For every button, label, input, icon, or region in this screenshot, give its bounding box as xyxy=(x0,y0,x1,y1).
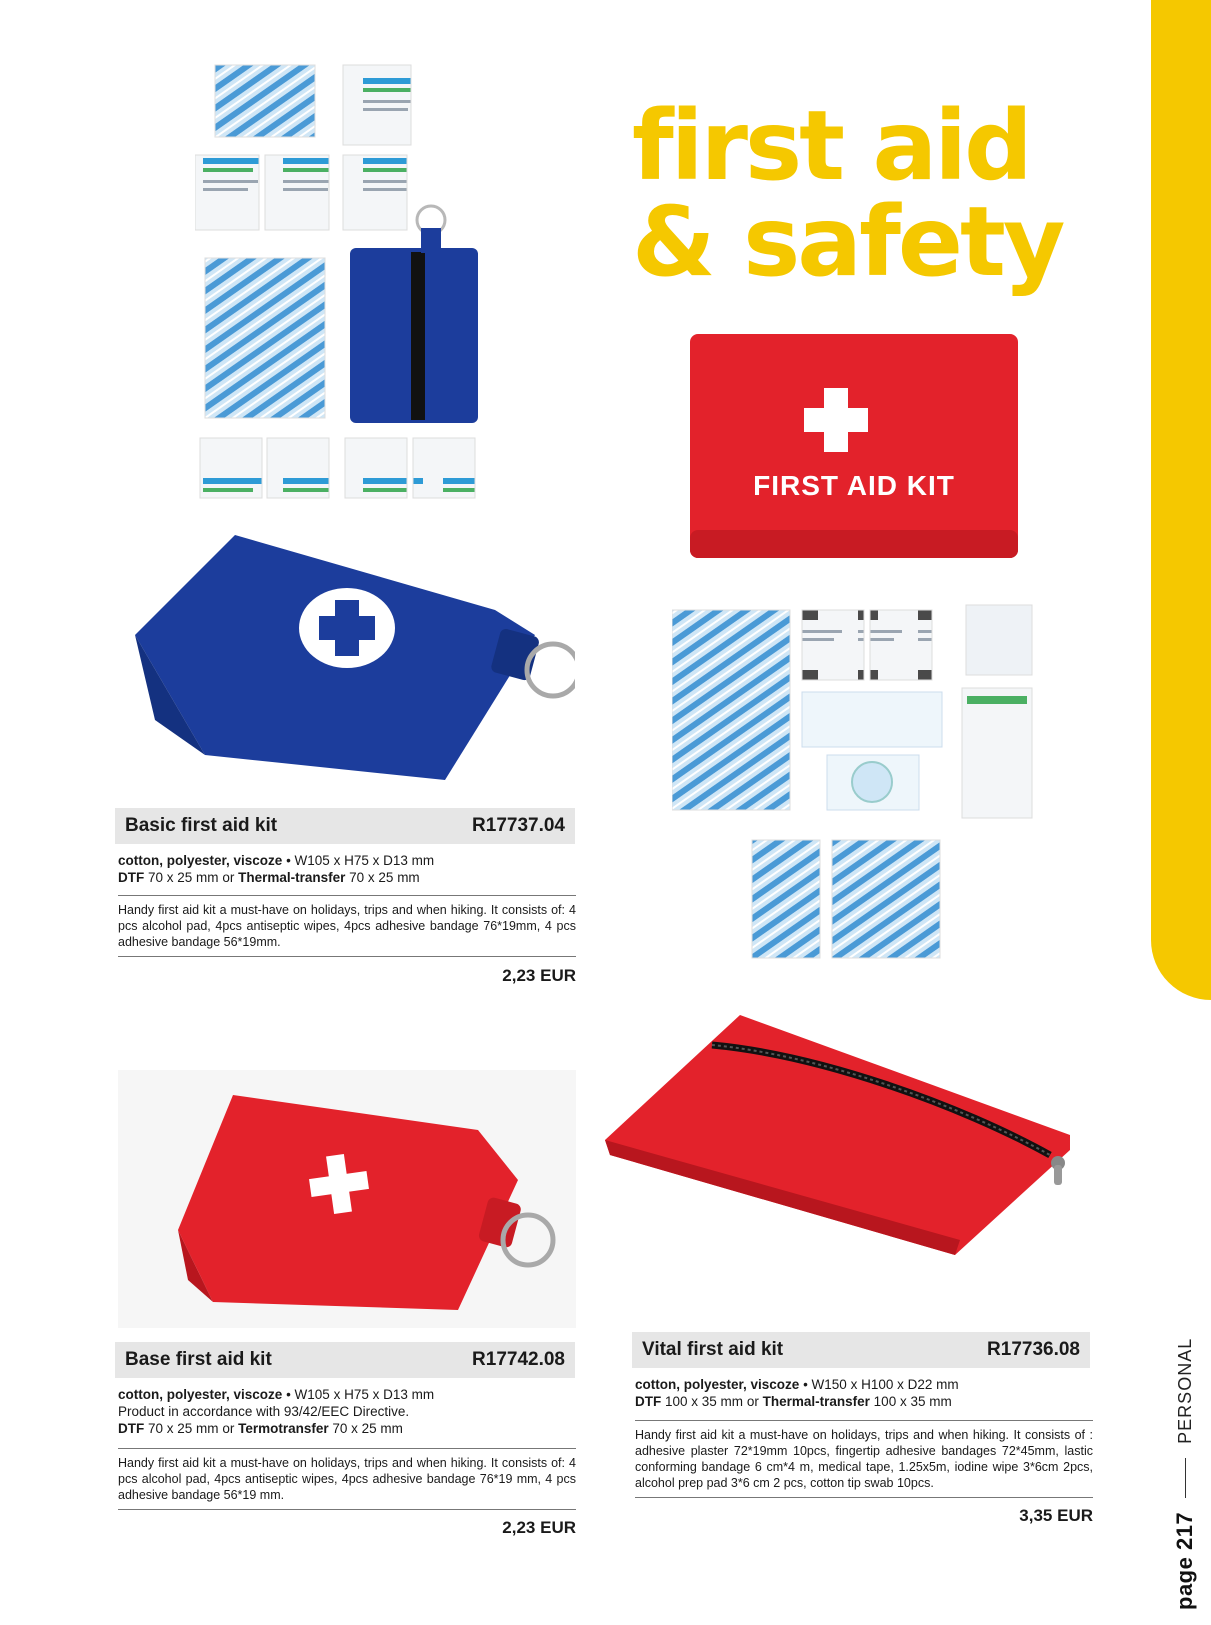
product-description: Handy first aid kit a must-have on holidays, trips and when hiking. It consists of: 4 pcs alcohol pad, 4pcs antiseptic wipes, 4pcs adhesive bandage 76*19mm, 4 pcs adhesive bandage 56*19mm. xyxy=(118,895,576,957)
product-bar-basic xyxy=(115,808,575,844)
or-text: or xyxy=(746,1394,759,1409)
section-tab xyxy=(1151,0,1211,1000)
print-size-2: 100 x 35 mm xyxy=(873,1394,952,1409)
dimensions: W150 x H100 x D22 mm xyxy=(811,1377,959,1392)
directive-note: Product in accordance with 93/42/EEC Directive. xyxy=(118,1404,410,1419)
product-specs: cotton, polyester, viscoze • W150 x H100 x D22 mm DTF 100 x 35 mm or Thermal-transfer 100 x 35 mm xyxy=(635,1377,959,1409)
vital-kit-labeled-pouch-image xyxy=(688,330,1020,562)
product-price: 3,35 EUR xyxy=(1019,1506,1093,1525)
dimensions: W105 x H75 x D13 mm xyxy=(294,853,435,868)
page-title xyxy=(632,90,1102,298)
basic-kit-pouch-image xyxy=(115,520,575,800)
section-name: PERSONAL xyxy=(1174,1337,1195,1444)
product-name: Basic first aid kit xyxy=(125,815,278,836)
product-specs: cotton, polyester, viscoze • W105 x H75 x D13 mm Product in accordance with 93/42/EEC Directive. DTF 70 x 25 mm or Termotransfer 70 x 25 mm xyxy=(118,1386,578,1437)
print-method-1: DTF xyxy=(635,1394,662,1409)
product-description: Handy first aid kit a must-have on holidays, trips and when hiking. It consists of : adhesive plaster 72*19mm 10pcs, fingertip adhesive bandages 72*45mm, lastic conforming bandage 6 cm*4 m, medical tape, 1.25x5m, iodine wipe 3*6cm 2pcs, alcohol prep pad 3*6 cm 2 pcs, cotton tip swab 10pcs. xyxy=(635,1420,1093,1498)
or-text: or xyxy=(222,870,235,885)
print-method-1: DTF xyxy=(118,870,145,885)
product-name: Vital first aid kit xyxy=(642,1339,784,1360)
page-number: page 217 xyxy=(1172,1511,1197,1610)
or-text: or xyxy=(222,1421,235,1436)
title-line-1: first aid xyxy=(632,90,1030,202)
product-code: R17736.08 xyxy=(987,1339,1080,1360)
print-method-1: DTF xyxy=(118,1421,145,1436)
vital-kit-contents-image xyxy=(672,600,1037,960)
print-size-1: 70 x 25 mm xyxy=(148,1421,219,1436)
product-price: 2,23 EUR xyxy=(502,966,576,985)
product-specs: cotton, polyester, viscoze • W105 x H75 x D13 mm DTF 70 x 25 mm or Thermal-transfer 70 x 25 mm xyxy=(118,853,435,885)
product-bar-vital xyxy=(632,1332,1090,1368)
product-code: R17742.08 xyxy=(472,1349,565,1370)
print-method-2: Thermal-transfer xyxy=(762,1394,870,1409)
base-kit-pouch-image xyxy=(118,1070,576,1328)
side-label xyxy=(1165,1270,1205,1610)
material: cotton, polyester, viscoze xyxy=(118,1387,283,1402)
basic-kit-contents-image xyxy=(195,60,505,520)
product-name: Base first aid kit xyxy=(125,1349,272,1370)
product-code: R17737.04 xyxy=(472,815,565,836)
print-size-1: 70 x 25 mm xyxy=(148,870,219,885)
kit-label-text: FIRST AID KIT xyxy=(753,470,955,501)
print-method-2: Thermal-transfer xyxy=(238,870,346,885)
product-bar-base xyxy=(115,1342,575,1378)
material: cotton, polyester, viscoze xyxy=(635,1377,800,1392)
product-price: 2,23 EUR xyxy=(502,1518,576,1537)
print-size-1: 100 x 35 mm xyxy=(665,1394,744,1409)
vital-kit-pouch-image xyxy=(580,965,1100,1295)
title-line-2: & safety xyxy=(632,186,1063,298)
material: cotton, polyester, viscoze xyxy=(118,853,283,868)
divider xyxy=(1185,1458,1186,1498)
product-description: Handy first aid kit a must-have on holidays, trips and when hiking. It consists of: 4 pcs alcohol pad, 4pcs antiseptic wipes, 4pcs adhesive bandage 76*19 mm, 4 pcs adhesive bandage 56*19 mm. xyxy=(118,1448,576,1510)
print-size-2: 70 x 25 mm xyxy=(349,870,420,885)
print-size-2: 70 x 25 mm xyxy=(332,1421,403,1436)
print-method-2: Termotransfer xyxy=(238,1421,329,1436)
dimensions: W105 x H75 x D13 mm xyxy=(294,1387,435,1402)
